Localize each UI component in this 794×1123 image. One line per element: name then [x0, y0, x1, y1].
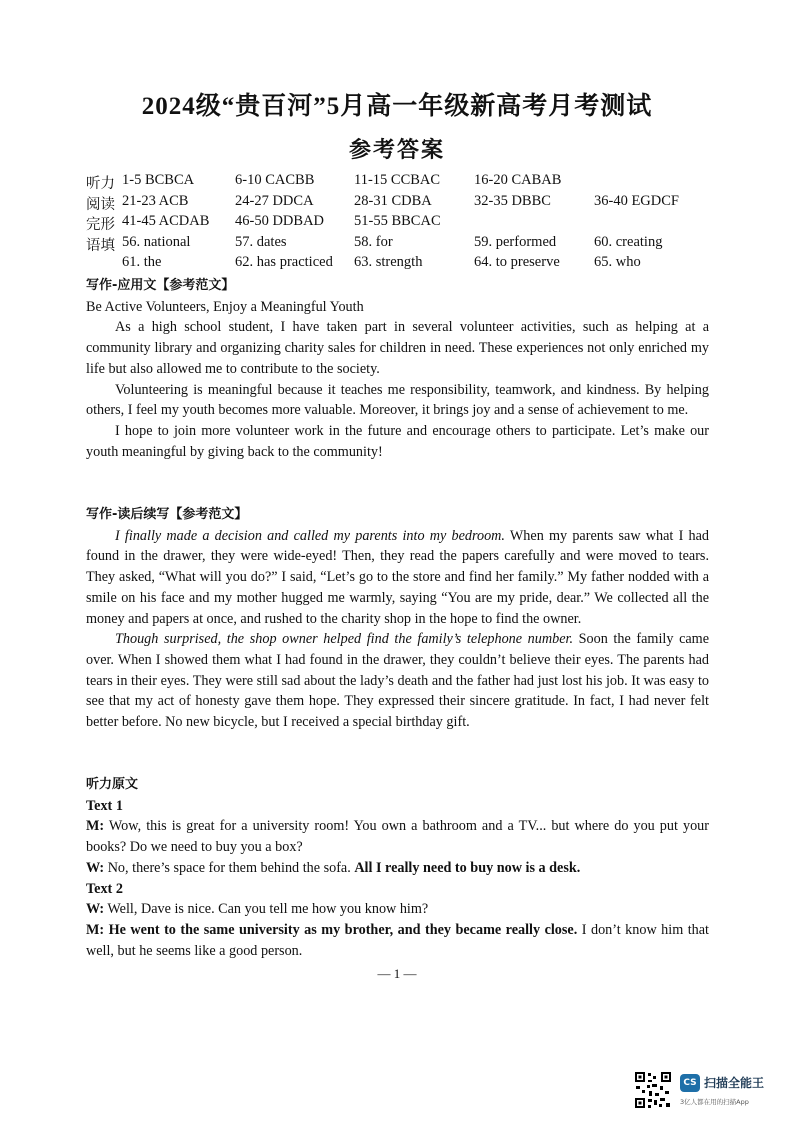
scanner-tagline: 3亿人都在用的扫描App	[680, 1098, 749, 1106]
answer-row-label: 听力	[86, 176, 115, 192]
answer-group: 62. has practiced	[235, 254, 333, 271]
key-answer-text: All I really need to buy now is a desk.	[354, 859, 581, 876]
essay-paragraph: I hope to join more volunteer work in the future and encourage others to participate. Let’s make our youth meaningful by giving back to the community!	[86, 422, 709, 460]
page-number: — 1 —	[377, 966, 417, 981]
dialogue-line	[86, 858, 709, 879]
section-heading: 听力原文	[86, 777, 139, 792]
text-label: Text 1	[86, 797, 123, 814]
answer-group: 51-55 BBCAC	[354, 213, 441, 230]
answer-row-label: 语填	[86, 237, 115, 254]
dialogue-text: Wow, this is great for a university room! You own a bathroom and a TV... but where do you put your books? Do we need to buy you a box?	[86, 818, 709, 856]
answer-group: 61. the	[122, 254, 162, 271]
answer-group: 56. national	[122, 233, 191, 250]
answer-row-label: 阅读	[86, 196, 115, 213]
essay-paragraph: As a high school student, I have taken part in several volunteer activities, such as helping at a community library and organizing charity sales for children in need. These experiences not only enriched my life but also allowed me to contribute to the society.	[86, 319, 709, 377]
answer-group: 36-40 EGDCF	[594, 192, 679, 209]
answer-row-cloze	[86, 213, 726, 234]
answer-group: 16-20 CABAB	[474, 172, 562, 188]
dialogue-text: Well, Dave is nice. Can you tell me how you know him?	[104, 901, 429, 918]
answer-row-listening	[86, 172, 726, 193]
answer-key-table	[86, 172, 726, 275]
answer-group: 6-10 CACBB	[235, 172, 315, 188]
paragraph-body: When my parents saw what I had found in the drawer, they were wide-eyed! Then, they read the papers carefully and were moved to tears. They asked, “What will you do?” I said, “Let’s go to the store and find her family.” My father nodded with a smile on his face and my mother hugged me warmly, saying “You are my pride, dear.” We collected all the money and papers at once, and rushed to the charity shop in the hope to find the owner.	[86, 527, 709, 627]
answer-group: 63. strength	[354, 254, 423, 271]
speaker-label: M:	[86, 818, 105, 835]
essay-paragraph	[86, 526, 709, 630]
dialogue-text: No, there’s space for them behind the sofa.	[104, 859, 355, 876]
scanner-app-name: 扫描全能王	[704, 1076, 765, 1090]
answer-group: 65. who	[594, 254, 641, 271]
answer-group: 24-27 DDCA	[235, 192, 314, 209]
answer-row-reading	[86, 193, 726, 214]
camscanner-logo-icon: CS	[680, 1074, 700, 1092]
answer-row-grammar-fill	[86, 234, 726, 255]
answer-group: 21-23 ACB	[122, 192, 189, 209]
essay-title: Be Active Volunteers, Enjoy a Meaningful Youth	[86, 298, 364, 315]
writing-application-section	[86, 276, 709, 462]
answer-group: 58. for	[354, 233, 393, 250]
section-heading: 写作-读后续写【参考范文】	[86, 507, 248, 522]
answer-group: 64. to preserve	[474, 254, 560, 271]
page-title: 2024级“贵百河”5月高一年级新高考月考测试	[141, 93, 653, 120]
scanner-watermark	[634, 1071, 784, 1111]
answer-row-grammar-fill-cont	[86, 254, 726, 275]
dialogue-line	[86, 816, 709, 857]
answer-group: 1-5 BCBCA	[122, 172, 195, 188]
paragraph-body: Soon the family came over. When I showed them what I had found in the drawer, they couldn’t believe their eyes. The parents had tears in their eyes. They were still sad about the lady’s death and the father had just lost his job. It was easy to see that my act of honesty gave them hope. They expressed their sincere gratitude. In fact, I had never felt better before. No new bicycle, but I received a special birthday gift.	[86, 631, 709, 731]
dialogue-text: I don’t know him that well, but he seems like a good person.	[86, 921, 710, 959]
answer-group: 59. performed	[474, 233, 557, 250]
section-heading: 写作-应用文【参考范文】	[86, 278, 235, 293]
answer-group: 11-15 CCBAC	[354, 172, 441, 188]
answer-group: 32-35 DBBC	[474, 192, 551, 209]
paragraph-lead-sentence: Though surprised, the shop owner helped find the family’s telephone number.	[115, 631, 573, 648]
writing-continuation-section	[86, 505, 709, 733]
speaker-label: W:	[86, 859, 105, 876]
text-label: Text 2	[86, 880, 123, 897]
key-answer-text: He went to the same university as my brother, and they became really close.	[104, 921, 578, 938]
dialogue-line	[86, 899, 709, 920]
essay-paragraph: Volunteering is meaningful because it teaches me responsibility, teamwork, and kindness. By helping others, I feel my youth becomes more valuable. Moreover, it brings joy and a sense of achievement to me.	[86, 381, 709, 419]
essay-paragraph	[86, 629, 709, 733]
answer-group: 41-45 ACDAB	[122, 213, 210, 230]
answer-row-label: 完形	[86, 217, 115, 234]
listening-transcript-section	[86, 775, 709, 961]
speaker-label: W:	[86, 901, 105, 918]
paragraph-lead-sentence: I finally made a decision and called my parents into my bedroom.	[115, 527, 505, 544]
answer-group: 28-31 CDBA	[354, 192, 432, 209]
qr-code-icon	[634, 1071, 672, 1109]
answer-group: 46-50 DDBAD	[235, 213, 325, 230]
answer-group: 60. creating	[594, 233, 663, 250]
page-subtitle: 参考答案	[348, 137, 445, 162]
speaker-label: M:	[86, 921, 105, 938]
answer-group: 57. dates	[235, 233, 287, 250]
dialogue-line	[86, 920, 709, 961]
